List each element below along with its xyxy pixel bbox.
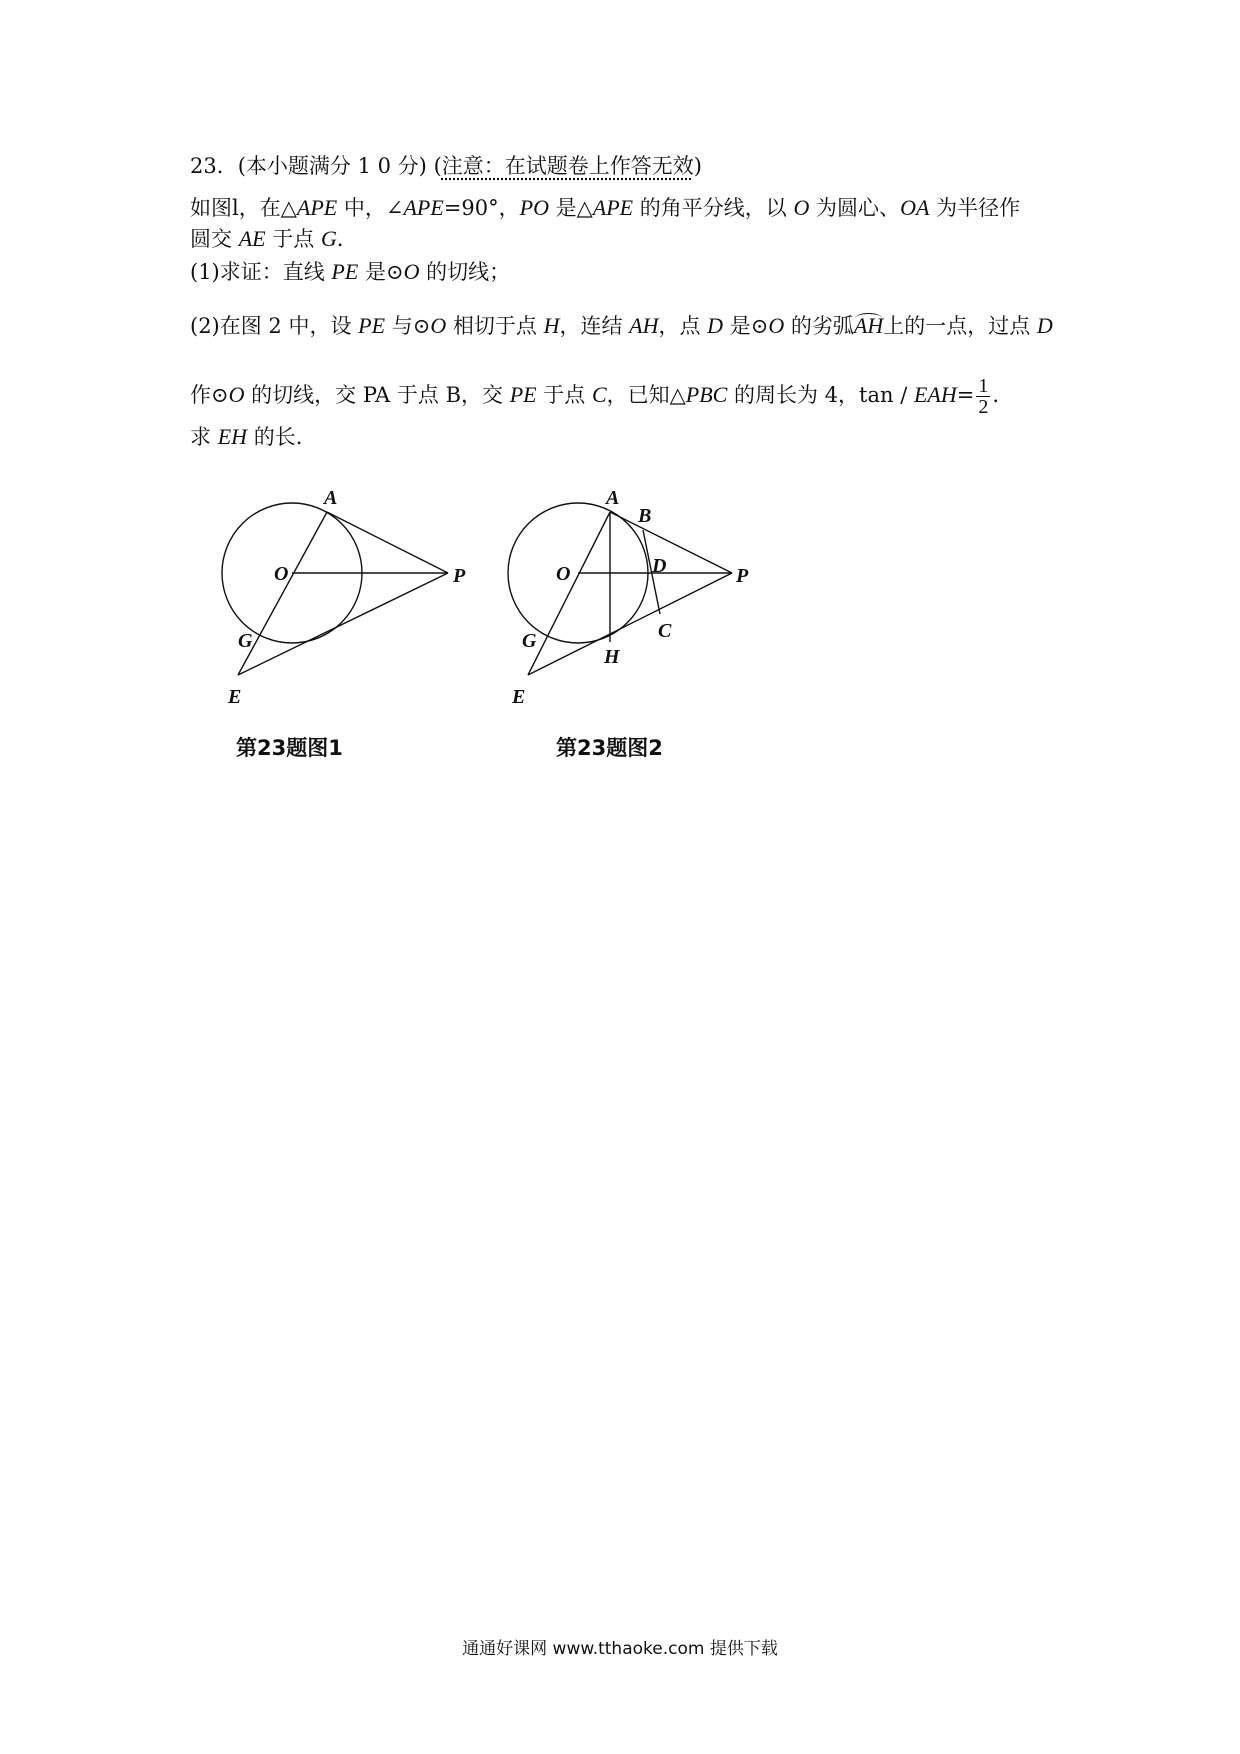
label-o: O [274, 563, 289, 585]
label-b: B [638, 505, 652, 527]
fraction-one-half: $\frac{1}{2}$ [978, 375, 989, 418]
label-g: G [238, 630, 253, 652]
figure-2-caption: 第23题图2 [556, 736, 663, 760]
label-e: E [228, 686, 242, 708]
problem-number: 23． [190, 154, 238, 178]
label-a: A [324, 487, 338, 509]
label-e: E [512, 686, 526, 708]
label-a: A [606, 487, 620, 509]
segment-ep [238, 573, 448, 675]
problem-intro-line2: 圆交 AE 于点 G． [190, 226, 358, 251]
question-2-line3: 求 EH 的长. [190, 424, 303, 449]
label-d: D [652, 555, 667, 577]
label-g: G [522, 630, 537, 652]
arc-ah: AH [853, 313, 884, 338]
figure-1-diagram [200, 480, 480, 720]
label-c: C [658, 620, 672, 642]
warning-note: 注意：在试题卷上作答无效 [441, 154, 694, 178]
figure-2-diagram [490, 480, 770, 720]
problem-header: 23．(本小题满分 1 0 分) (注意：在试题卷上作答无效) [190, 154, 702, 178]
label-p: P [736, 565, 749, 587]
label-p: P [453, 565, 466, 587]
question-1: (1)求证：直线 PE 是⊙O 的切线； [190, 259, 511, 284]
footer-source: 通通好课网 www.tthaoke.com 提供下载 [462, 1639, 778, 1659]
label-o: O [556, 563, 571, 585]
segment-ap [610, 512, 732, 573]
question-2-line1: (2)在图 2 中，设 PE 与⊙O 相切于点 H，连结 AH，点 D 是⊙O 的劣弧AH上的一点，过点 D [190, 313, 1053, 338]
label-h: H [604, 646, 620, 668]
segment-ap [327, 512, 448, 573]
figure-1-caption: 第23题图1 [236, 736, 343, 760]
segment-ep [528, 573, 732, 675]
problem-intro-line1: 如图l，在△APE 中，∠APE=90°，PO 是△APE 的角平分线，以 O 为圆心、OA 为半径作 [190, 195, 1021, 220]
segment-ae [528, 512, 610, 675]
score-note: (本小题满分 1 0 分) [237, 154, 427, 178]
question-2-line2: 作⊙O 的切线，交 PA 于点 B，交 PE 于点 C，已知△PBC 的周长为 4，tan ∕ EAH= $\frac{1}{2}$ . [190, 375, 1000, 418]
